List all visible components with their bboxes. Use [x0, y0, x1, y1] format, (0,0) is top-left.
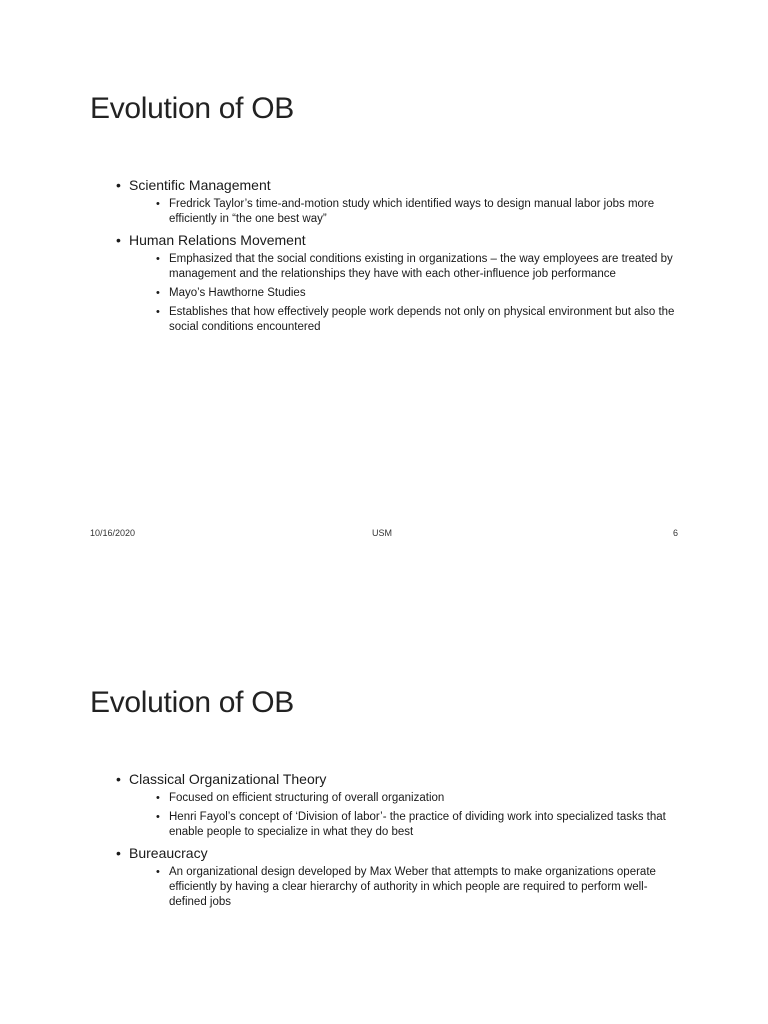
bullet-text: Bureaucracy	[129, 845, 208, 861]
sub-bullet-list	[129, 197, 682, 227]
footer-date: 10/16/2020	[90, 528, 136, 538]
sub-bullet-text: Establishes that how effectively people work depends not only on physical environment but also the social conditions encountered	[169, 306, 675, 333]
slide-footer	[90, 528, 680, 542]
footer-center-text: USM	[372, 528, 392, 538]
bullet-icon: •	[116, 771, 121, 787]
sub-bullet-text: Fredrick Taylor’s time-and-motion study which identified ways to design manual labor jobs more efficiently in “the one best way”	[169, 198, 655, 225]
footer-page-number: 6	[672, 528, 678, 538]
list-item	[112, 231, 682, 335]
bullet-icon: •	[116, 845, 121, 861]
bullet-icon: •	[156, 792, 160, 804]
bullet-text: Human Relations Movement	[129, 232, 306, 248]
bullet-icon: •	[156, 253, 160, 265]
list-item	[155, 197, 682, 227]
list-item	[155, 286, 682, 301]
list-item	[112, 844, 682, 910]
bullet-icon: •	[156, 811, 160, 823]
sub-bullet-text: Focused on efficient structuring of overall organization	[169, 792, 445, 804]
slide-content	[112, 176, 682, 339]
bullet-icon: •	[156, 198, 160, 210]
sub-bullet-text: Emphasized that the social conditions existing in organizations – the way employees are treated by management and the relationships they have with each other-influence job performance	[169, 253, 673, 280]
sub-bullet-text: Henri Fayol’s concept of ‘Division of labor’- the practice of dividing work into specialized tasks that enable people to specialize in what they do best	[169, 811, 666, 838]
bullet-list	[112, 770, 682, 910]
list-item	[112, 770, 682, 840]
slide-title: Evolution of OB	[90, 92, 294, 125]
list-item	[112, 176, 682, 227]
slide-2	[0, 594, 768, 1024]
sub-bullet-list	[129, 252, 682, 335]
list-item	[155, 810, 682, 840]
sub-bullet-list	[129, 791, 682, 840]
bullet-icon: •	[156, 866, 160, 878]
bullet-icon: •	[156, 306, 160, 318]
list-item	[155, 305, 682, 335]
bullet-text: Classical Organizational Theory	[129, 771, 327, 787]
bullet-icon: •	[156, 287, 160, 299]
bullet-text: Scientific Management	[129, 177, 271, 193]
bullet-icon: •	[116, 177, 121, 193]
slide-content	[112, 770, 682, 914]
bullet-list	[112, 176, 682, 335]
sub-bullet-text: An organizational design developed by Max Weber that attempts to make organizations operate efficiently by having a clear hierarchy of authority in which people are required to perform well-defined jobs	[169, 866, 656, 908]
list-item	[155, 252, 682, 282]
list-item	[155, 865, 682, 910]
sub-bullet-list	[129, 865, 682, 910]
slide-title: Evolution of OB	[90, 686, 294, 719]
list-item	[155, 791, 682, 806]
sub-bullet-text: Mayo’s Hawthorne Studies	[169, 287, 306, 299]
bullet-icon: •	[116, 232, 121, 248]
